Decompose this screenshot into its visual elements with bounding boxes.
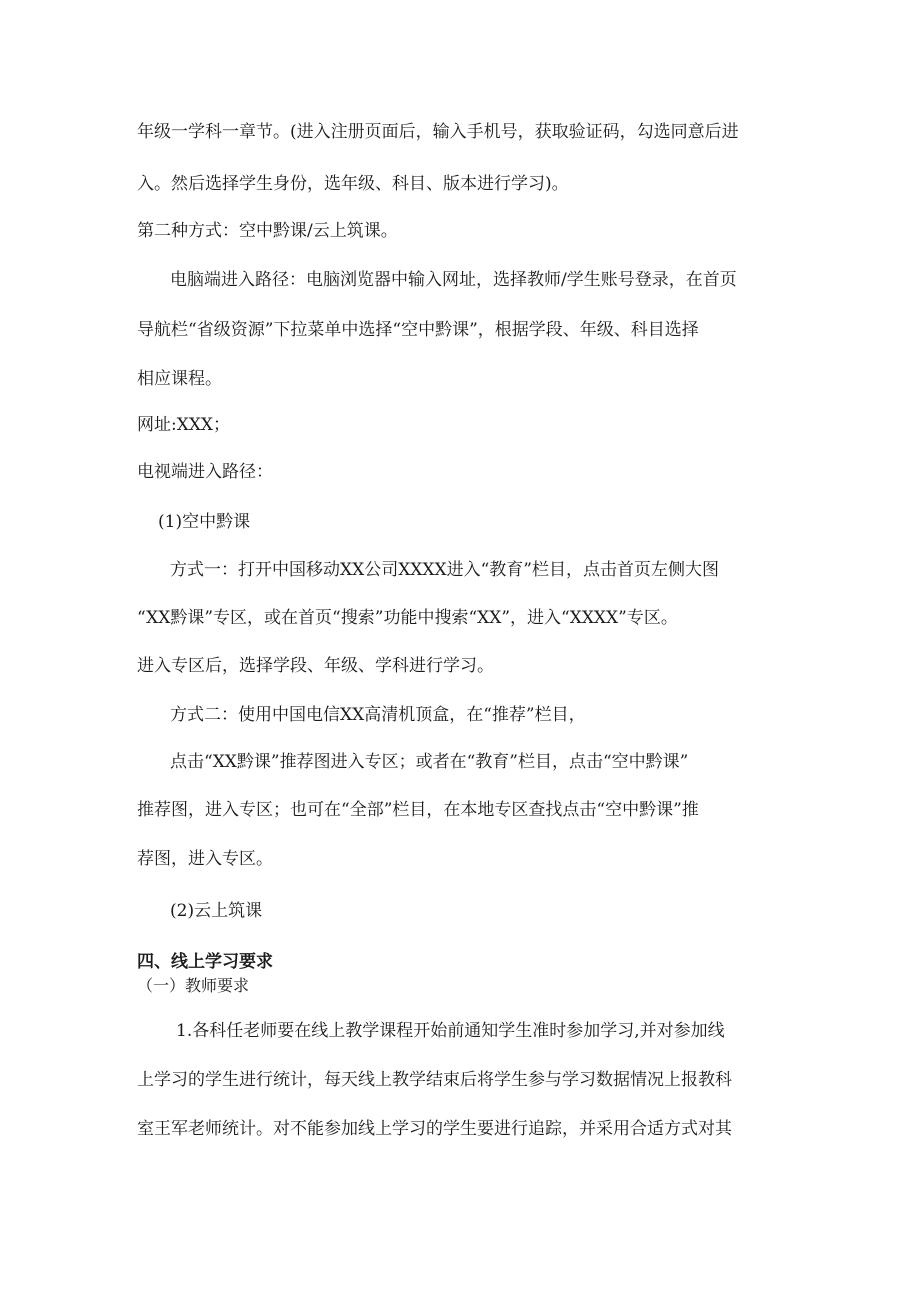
paragraph-line: 推荐图，进入专区；也可在“全部”栏目，在本地专区查找点击“空中黔课”推 — [137, 800, 699, 820]
paragraph-line: 导航栏“省级资源”下拉菜单中选择“空中黔课”，根据学段、年级、科目选择 — [137, 320, 699, 340]
paragraph-line: 上学习的学生进行统计，每天线上教学结束后将学生参与学习数据情况上报教科 — [137, 1070, 732, 1090]
section-heading: 四、线上学习要求 — [137, 952, 273, 972]
paragraph-line: 相应课程。 — [137, 369, 222, 389]
paragraph-line: 进入专区后，选择学段、年级、学科进行学习。 — [137, 656, 494, 676]
paragraph-line: 年级一学科一章节。(进入注册页面后，输入手机号，获取验证码，勾选同意后进 — [137, 122, 739, 142]
paragraph-line: 荐图，进入专区。 — [137, 849, 273, 869]
paragraph-line: 入。然后选择学生身份，选年级、科目、版本进行学习)。 — [137, 174, 569, 194]
paragraph-line: “XX黔课”专区，或在首页“搜索”功能中搜索“XX”，进入“XXXX”专区。 — [137, 608, 678, 628]
paragraph-line: 电视端进入路径： — [137, 462, 273, 482]
paragraph-line: 室王军老师统计。对不能参加线上学习的学生要进行追踪，并采用合适方式对其 — [137, 1119, 732, 1139]
url-line: 网址:XXX； — [137, 415, 231, 435]
paragraph-line: 电脑端进入路径：电脑浏览器中输入网址，选择教师/学生账号登录，在首页 — [170, 270, 737, 290]
paragraph-line: 方式一：打开中国移动XX公司XXXX进入“教育”栏目，点击首页左侧大图 — [170, 560, 719, 580]
paragraph-line: 点击“XX黔课”推荐图进入专区；或者在“教育”栏目，点击“空中黔课” — [170, 752, 689, 772]
paragraph-line: 方式二：使用中国电信XX高清机顶盒，在“推荐”栏目， — [170, 705, 586, 725]
paragraph-line: 1.各科任老师要在线上教学课程开始前通知学生准时参加学习,并对参加线 — [176, 1021, 725, 1041]
section-line: 第二种方式：空中黔课/云上筑课。 — [137, 221, 398, 241]
list-item-label: (1)空中黔课 — [158, 512, 251, 532]
subsection-heading: （一）教师要求 — [137, 976, 250, 995]
list-item-label: (2)云上筑课 — [170, 901, 263, 921]
